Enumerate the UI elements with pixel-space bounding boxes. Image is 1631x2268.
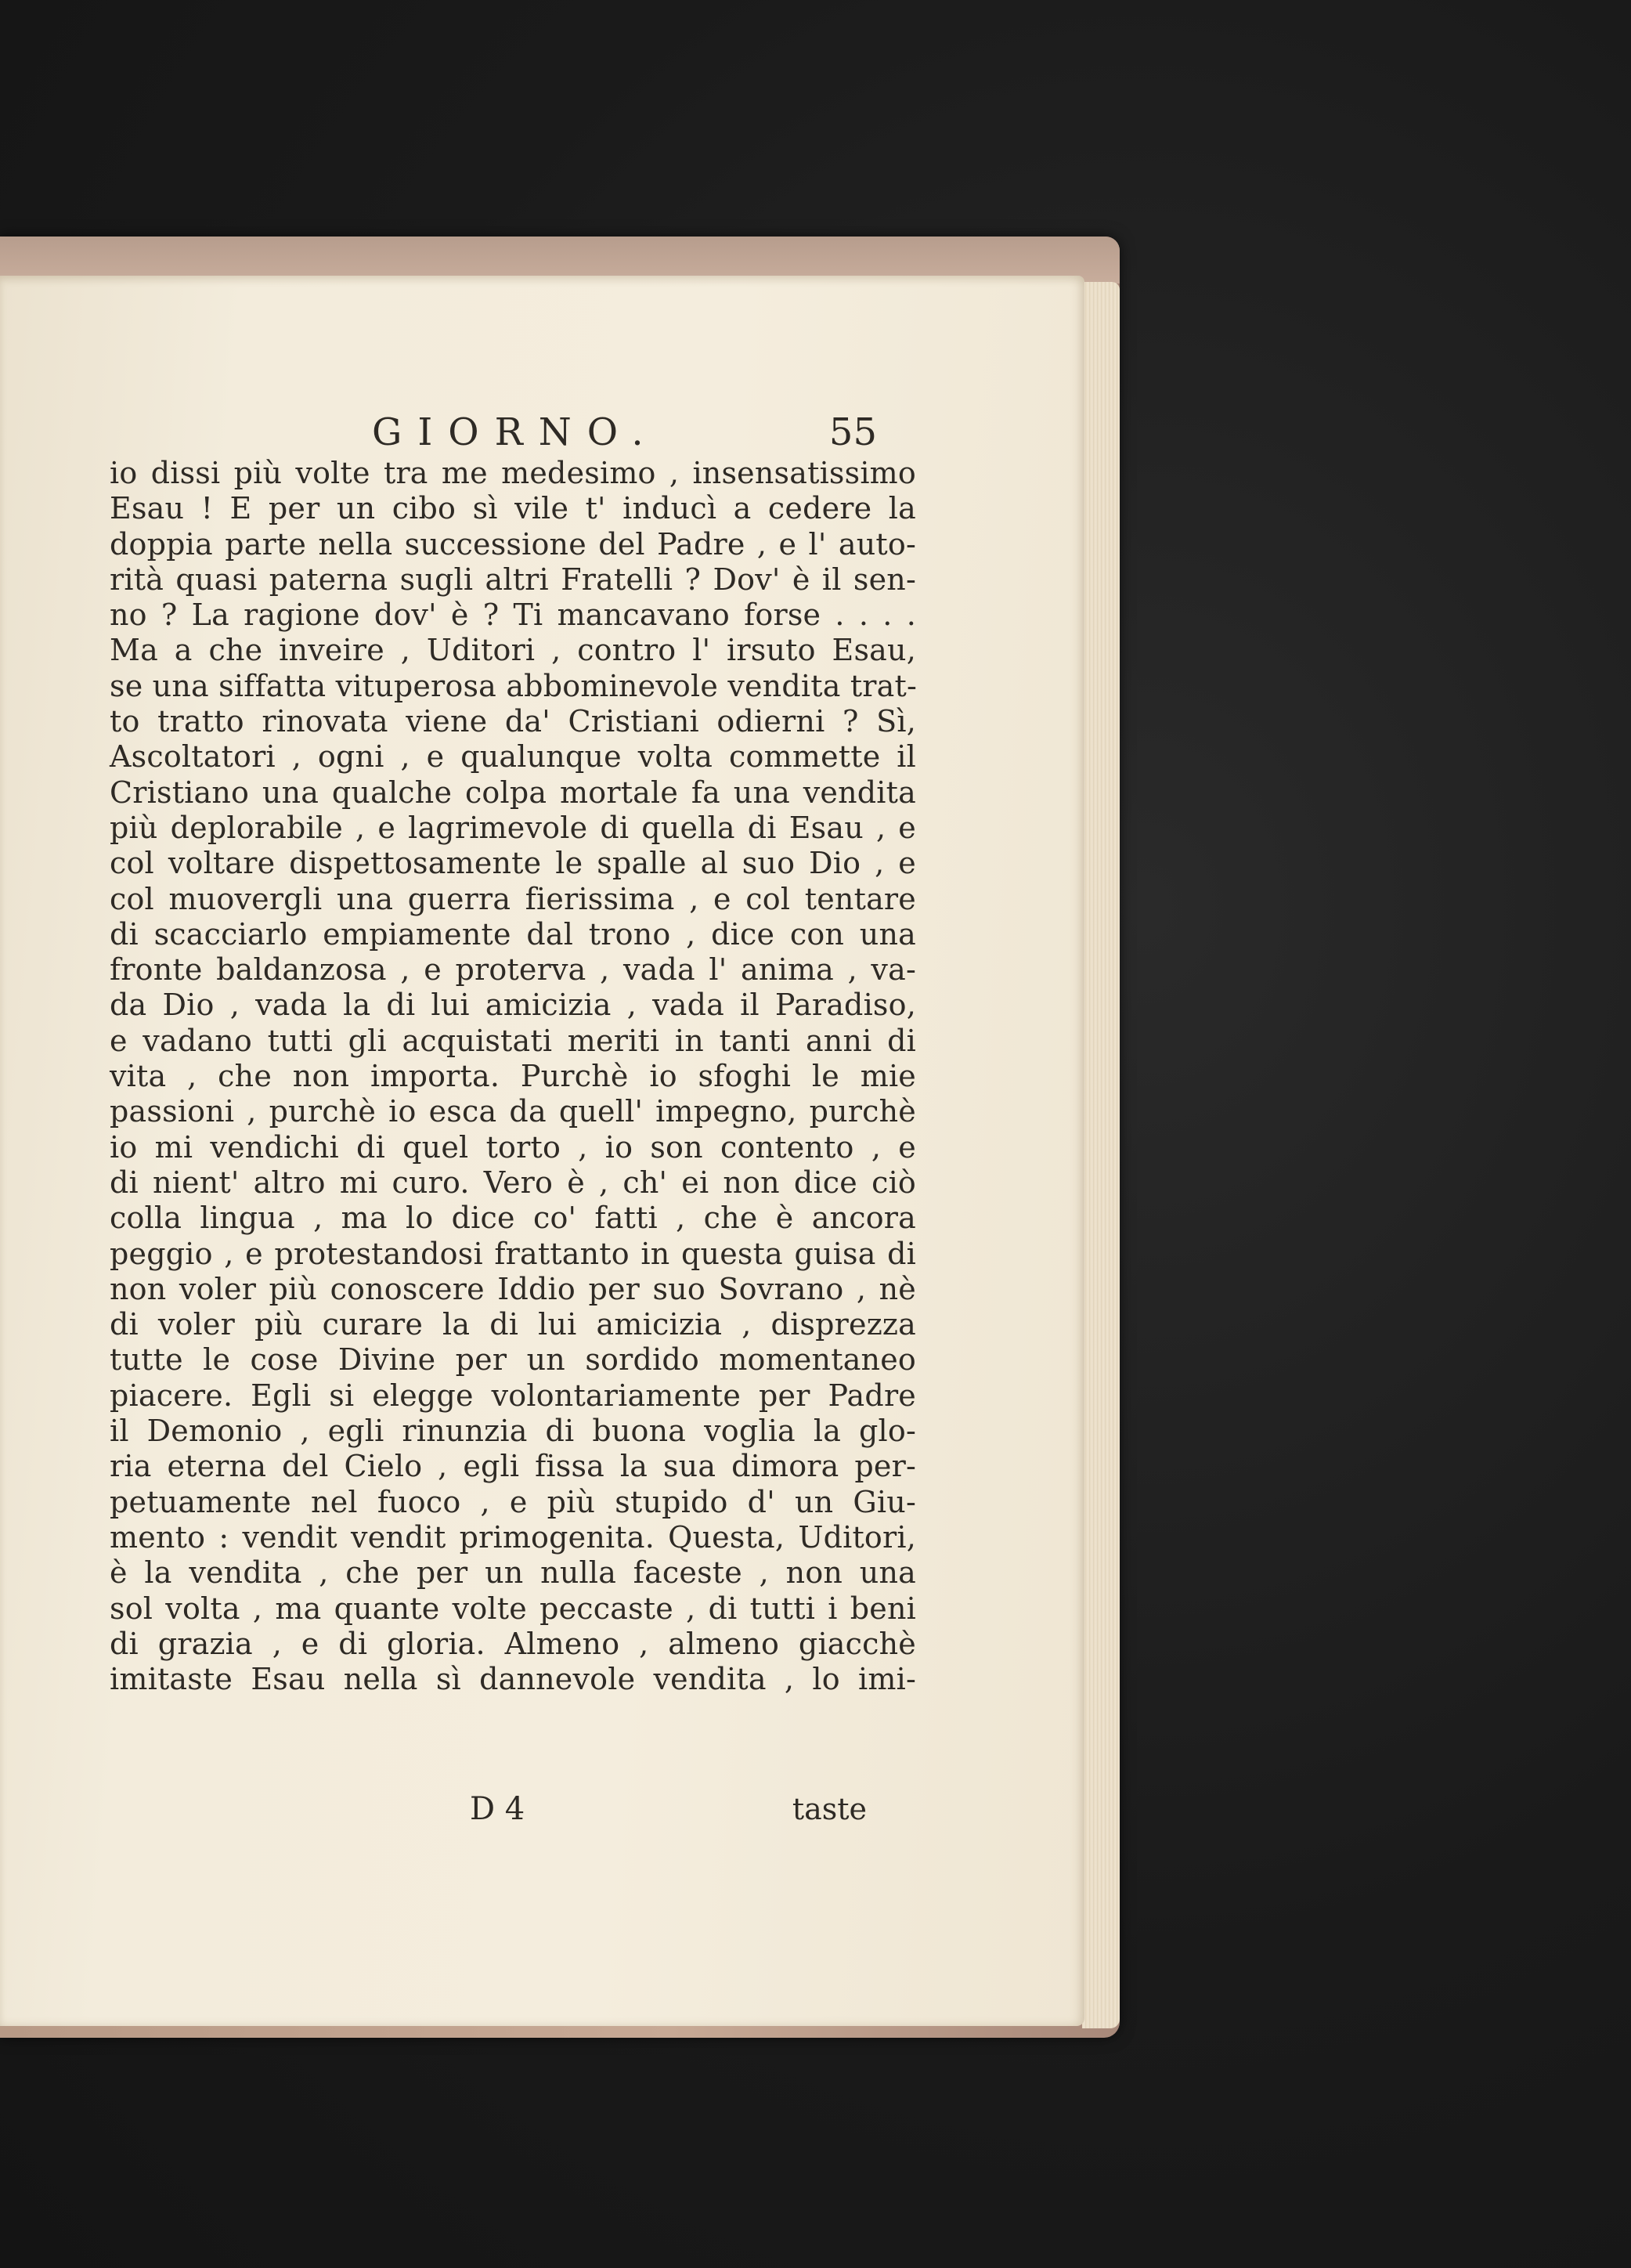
text-line: no ? La ragione dov' è ? Ti mancavano forse . . . . <box>110 598 916 633</box>
text-line: io mi vendichi di quel torto , io son contento , e <box>110 1129 916 1165</box>
text-line: passioni , purchè io esca da quell' impegno, purchè <box>110 1094 916 1129</box>
text-line: è la vendita , che per un nulla faceste , non una <box>110 1555 916 1591</box>
book-page <box>0 276 1084 2026</box>
text-line: se una siffatta vituperosa abbominevole vendita trat- <box>110 668 918 703</box>
text-line: ria eterna del Cielo , egli fissa la sua dimora per- <box>110 1449 916 1484</box>
text-line: più deplorabile , e lagrimevole di quella di Esau , e <box>110 810 916 845</box>
text-line: fronte baldanzosa , e proterva , vada l' anima , va- <box>110 952 916 988</box>
text-line: petuamente nel fuoco , e più stupido d' un Giu- <box>110 1484 916 1519</box>
text-line: col voltare dispettosamente le spalle al suo Dio , e <box>110 846 916 881</box>
text-line: il Demonio , egli rinunzia di buona voglia la glo- <box>110 1414 916 1449</box>
text-line: tutte le cose Divine per un sordido momentaneo <box>110 1342 916 1378</box>
text-line: to tratto rinovata viene da' Cristiani odierni ? Sì, <box>110 704 916 739</box>
text-line: col muovergli una guerra fierissima , e col tentare <box>110 881 916 916</box>
text-line: imitaste Esau nella sì dannevole vendita , lo imi- <box>110 1662 916 1697</box>
text-line: di nient' altro mi curo. Vero è , ch' ei non dice ciò <box>110 1165 916 1200</box>
running-head-title: GIORNO. <box>372 410 659 454</box>
page-number: 55 <box>828 410 877 454</box>
text-line: da Dio , vada la di lui amicizia , vada il Paradiso, <box>110 988 916 1023</box>
text-line: piacere. Egli si elegge volontariamente per Padre <box>110 1378 916 1413</box>
text-line: vita , che non importa. Purchè io sfoghi le mie <box>110 1059 916 1094</box>
catchword: taste <box>792 1792 867 1826</box>
text-line: Esau ! E per un cibo sì vile t' inducì a cedere la <box>110 491 916 526</box>
page-text-block <box>0 276 1084 2026</box>
text-line: sol volta , ma quante volte peccaste , di tutti i beni <box>110 1591 916 1626</box>
text-line: doppia parte nella successione del Padre , e l' auto- <box>110 526 916 562</box>
text-line: non voler più conoscere Iddio per suo Sovrano , nè <box>110 1271 916 1306</box>
text-line: Ma a che inveire , Uditori , contro l' irsuto Esau, <box>110 633 916 668</box>
body-text <box>110 456 916 1697</box>
text-line: Ascoltatori , ogni , e qualunque volta commette il <box>110 739 916 775</box>
text-line: peggio , e protestandosi frattanto in questa guisa di <box>110 1236 916 1271</box>
signature-mark: D 4 <box>470 1791 525 1827</box>
text-line: rità quasi paterna sugli altri Fratelli ? Dov' è il sen- <box>110 562 916 597</box>
text-line: Cristiano una qualche colpa mortale fa una vendita <box>110 775 916 810</box>
text-line: mento : vendit vendit primogenita. Questa, Uditori, <box>110 1519 916 1555</box>
text-line: di scacciarlo empiamente dal trono , dice con una <box>110 916 916 952</box>
text-line: di grazia , e di gloria. Almeno , almeno giacchè <box>110 1626 916 1661</box>
text-line: colla lingua , ma lo dice co' fatti , che è ancora <box>110 1201 916 1236</box>
text-line: e vadano tutti gli acquistati meriti in tanti anni di <box>110 1023 916 1058</box>
text-line: io dissi più volte tra me medesimo , insensatissimo <box>110 456 916 490</box>
running-head <box>372 409 877 456</box>
page-fore-edge <box>1082 282 1120 2028</box>
text-line: di voler più curare la di lui amicizia , disprezza <box>110 1307 916 1342</box>
